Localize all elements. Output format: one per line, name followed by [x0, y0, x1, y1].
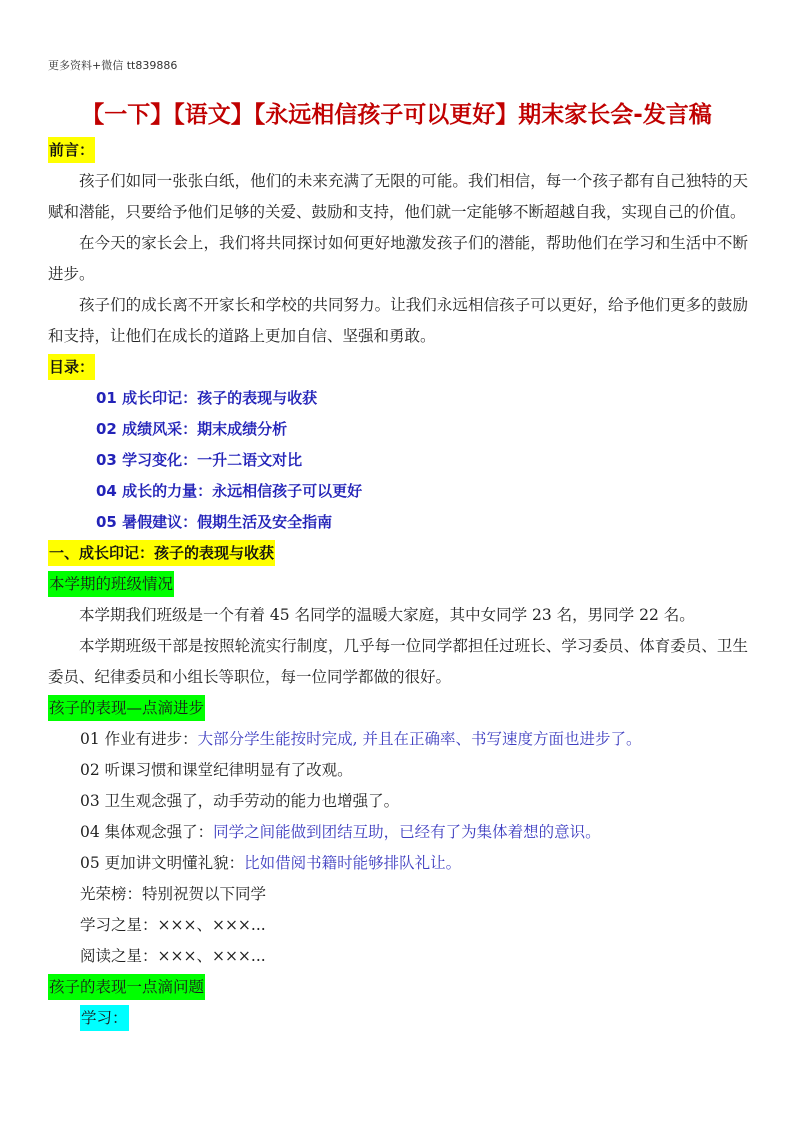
preface-heading: 前言： — [48, 137, 95, 163]
toc-item-2: 02 成绩风采：期末成绩分析 — [96, 420, 288, 438]
progress-item-label: 03 卫生观念强了，动手劳动的能力也增强了。 — [80, 792, 400, 810]
toc-item-3: 03 学习变化：一升二语文对比 — [96, 451, 303, 469]
toc-heading-line — [48, 352, 748, 383]
progress-item-1 — [48, 724, 748, 755]
section1-heading: 一、成长印记：孩子的表现与收获 — [48, 540, 275, 566]
honor-reading-star: 阅读之星：×××、×××... — [80, 947, 266, 965]
preface-paragraph-2: 在今天的家长会上，我们将共同探讨如何更好地激发孩子们的潜能，帮助他们在学习和生活中不断进步。 — [48, 234, 748, 283]
progress-item-4 — [48, 817, 748, 848]
progress-item-detail: 大部分学生能按时完成, 并且在正确率、书写速度方面也进步了。 — [197, 730, 642, 748]
toc-item-1: 01 成长印记：孩子的表现与收获 — [96, 389, 318, 407]
problems-sub-heading: 学习： — [80, 1005, 129, 1031]
toc-item-5: 05 暑假建议：假期生活及安全指南 — [96, 513, 333, 531]
progress-item-label: 02 听课习惯和课堂纪律明显有了改观。 — [80, 761, 353, 779]
progress-item-label: 04 集体观念强了： — [80, 823, 214, 841]
problems-heading-line — [48, 972, 748, 1003]
class-info-paragraph-2: 本学期班级干部是按照轮流实行制度，几乎每一位同学都担任过班长、学习委员、体育委员、卫生委员、纪律委员和小组长等职位，每一位同学都做的很好。 — [48, 637, 748, 686]
progress-item-2 — [48, 755, 748, 786]
watermark-text: 更多资料+微信 tt839886 — [48, 59, 178, 72]
progress-item-label: 05 更加讲文明懂礼貌： — [80, 854, 245, 872]
progress-item-detail: 同学之间能做到团结互助，已经有了为集体着想的意识。 — [213, 823, 601, 841]
class-info-heading: 本学期的班级情况 — [48, 571, 174, 597]
preface-heading-line — [48, 135, 748, 166]
preface-paragraph-3: 孩子们的成长离不开家长和学校的共同努力。让我们永远相信孩子可以更好，给予他们更多的鼓励和支持，让他们在成长的道路上更加自信、坚强和勇敢。 — [48, 296, 748, 345]
progress-item-detail: 比如借阅书籍时能够排队礼让。 — [244, 854, 462, 872]
class-info-heading-line — [48, 569, 748, 600]
problems-heading: 孩子的表现一点滴问题 — [48, 974, 205, 1000]
toc-heading: 目录： — [48, 354, 95, 380]
honor-study-star: 学习之星：×××、×××... — [80, 916, 266, 934]
preface-paragraph-1: 孩子们如同一张张白纸，他们的未来充满了无限的可能。我们相信，每一个孩子都有自己独特的天赋和潜能，只要给予他们足够的关爱、鼓励和支持，他们就一定能够不断超越自我，实现自己的价值。 — [48, 172, 748, 221]
honor-intro: 光荣榜：特别祝贺以下同学 — [80, 885, 267, 903]
class-info-paragraph-1: 本学期我们班级是一个有着 45 名同学的温暖大家庭，其中女同学 23 名，男同学 22 名。 — [79, 606, 695, 624]
progress-item-5 — [48, 848, 748, 879]
page-title: 【一下】【语文】【永远相信孩子可以更好】期末家长会-发言稿 — [81, 102, 712, 128]
problems-sub-heading-line — [48, 1003, 748, 1034]
progress-heading: 孩子的表现—点滴进步 — [48, 695, 205, 721]
progress-heading-line — [48, 693, 748, 724]
document-body — [48, 135, 748, 1034]
progress-item-3 — [48, 786, 748, 817]
section1-heading-line — [48, 538, 748, 569]
progress-item-label: 01 作业有进步： — [80, 730, 198, 748]
toc-item-4: 04 成长的力量：永远相信孩子可以更好 — [96, 482, 363, 500]
